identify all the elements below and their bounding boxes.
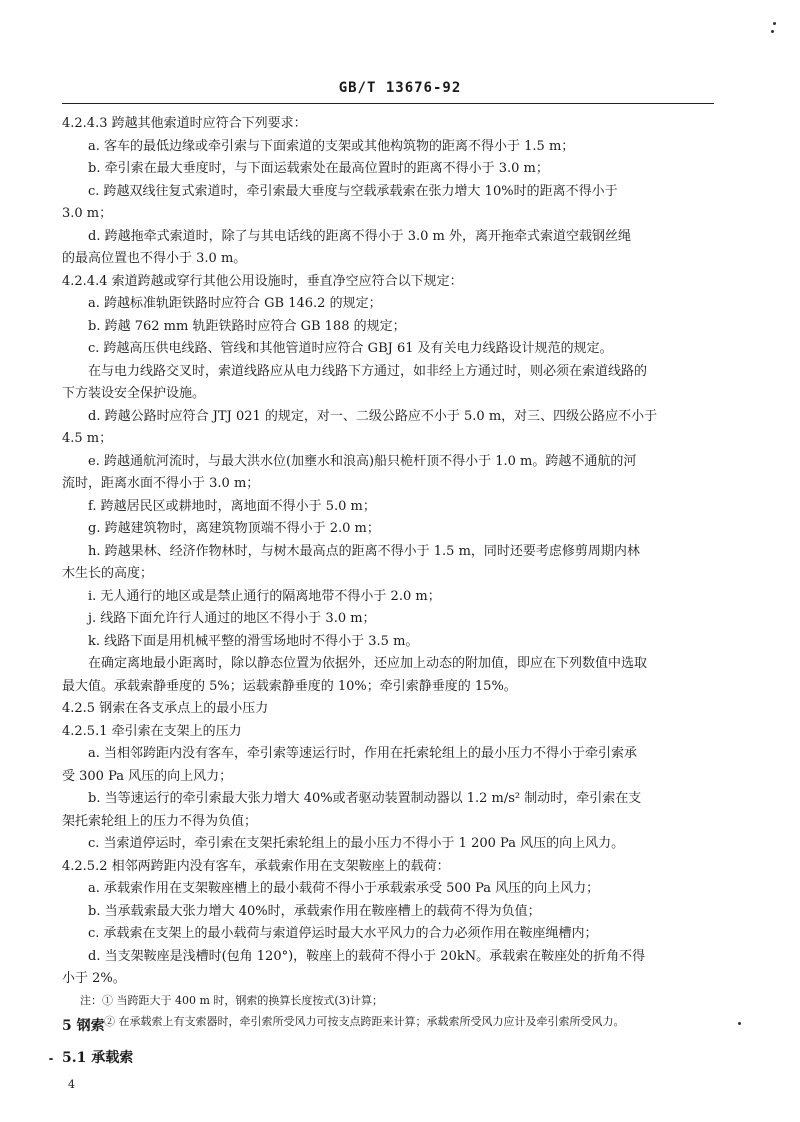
text-line: 受 300 Pa 风压的向上风力； bbox=[62, 768, 233, 784]
text-line: e. 跨越通航河流时，与最大洪水位(加壅水和浪高)船只桅杆顶不得小于 1.0 m。跨越不通航的河 bbox=[88, 453, 637, 469]
text-line: g. 跨越建筑物时，离建筑物顶端不得小于 2.0 m； bbox=[88, 521, 380, 536]
text-line: 4.2.4.4 索道跨越或穿行其他公用设施时，垂直净空应符合以下规定： bbox=[62, 273, 463, 289]
text-line: h. 跨越果林、经济作物林时，与树木最高点的距离不得小于 1.5 m，同时还要考虑修剪周期内林 bbox=[88, 543, 640, 559]
note-line: 注：① 当跨距大于 400 m 时，钢索的换算长度按式(3)计算； bbox=[80, 993, 383, 1007]
text-line: 4.2.5 钢索在各支承点上的最小压力 bbox=[62, 701, 269, 716]
text-line: 架托索轮组上的压力不得为负值； bbox=[62, 813, 258, 829]
section-heading: 5 钢索 bbox=[62, 1018, 105, 1034]
subsection-heading: 5.1 承载索 bbox=[62, 1050, 134, 1066]
note-line: ② 在承载索上有支索器时，牵引索所受风力可按支点跨距来计算；承载索所受风力应计及牵引索所受风力。 bbox=[104, 1014, 625, 1028]
text-line: b. 跨越 762 mm 轨距铁路时应符合 GB 188 的规定； bbox=[88, 318, 406, 334]
text-line: a. 承载索作用在支架鞍座槽上的最小载荷不得小于承载索承受 500 Pa 风压的向上风力； bbox=[88, 881, 600, 896]
text-line: c. 跨越双线往复式索道时，牵引索最大垂度与空载承载索在张力增大 10%时的距离不得小于 bbox=[88, 183, 618, 199]
standard-code-header: GB/T 13676-92 bbox=[338, 80, 462, 96]
scan-speck bbox=[738, 1022, 741, 1025]
text-line: k. 线路下面是用机械平整的滑雪场地时不得小于 3.5 m。 bbox=[88, 633, 419, 649]
text-line: b. 当等速运行的牵引索最大张力增大 40%或者驱动装置制动器以 1.2 m/s² 制动时，牵引索在支 bbox=[88, 791, 642, 806]
text-line: b. 当承载索最大张力增大 40%时，承载索作用在鞍座槽上的载荷不得为负值； bbox=[88, 903, 541, 919]
text-line: d. 跨越拖牵式索道时，除了与其电话线的距离不得小于 3.0 m 外，离开拖牵式索道空载钢丝绳 bbox=[88, 228, 631, 244]
scan-speck bbox=[771, 30, 774, 33]
text-line: 在确定离地最小距离时，除以静态位置为依据外，还应加上动态的附加值，即应在下列数值中选取 bbox=[88, 656, 648, 671]
text-line: a. 当相邻跨距内没有客车，牵引索等速运行时，作用在托索轮组上的最小压力不得小于牵引索承 bbox=[88, 746, 638, 761]
text-line: 4.5 m； bbox=[62, 431, 113, 446]
text-line: 木生长的高度； bbox=[62, 566, 154, 581]
text-line: 3.0 m； bbox=[62, 206, 113, 221]
text-line: a. 客车的最低边缘或牵引索与下面索道的支架或其他构筑物的距离不得小于 1.5 m； bbox=[88, 138, 575, 154]
scan-speck bbox=[773, 22, 776, 25]
text-line: b. 牵引索在最大垂度时，与下面运载索处在最高位置时的距离不得小于 3.0 m； bbox=[88, 161, 549, 176]
text-line: c. 承载索在支架上的最小载荷与索道停运时最大水平风力的合力必须作用在鞍座绳槽内； bbox=[88, 926, 598, 941]
body-text bbox=[62, 113, 714, 1033]
text-line: 4.2.5.1 牵引索在支架上的压力 bbox=[62, 723, 242, 739]
text-line: f. 跨越居民区或耕地时，离地面不得小于 5.0 m； bbox=[88, 498, 376, 514]
text-line: 最大值。承载索静垂度的 5%；运载索静垂度的 10%；牵引索静垂度的 15%。 bbox=[62, 678, 517, 694]
text-line: c. 跨越高压供电线路、管线和其他管道时应符合 GBJ 61 及有关电力线路设计规范的规定。 bbox=[88, 341, 613, 356]
text-line: a. 跨越标准轨距铁路时应符合 GB 146.2 的规定； bbox=[88, 296, 382, 311]
scan-speck bbox=[49, 1058, 53, 1060]
text-line: 4.2.5.2 相邻两跨距内没有客车，承载索作用在支架鞍座上的载荷： bbox=[62, 858, 450, 874]
header-rule bbox=[62, 103, 714, 104]
text-line: i. 无人通行的地区或是禁止通行的隔离地带不得小于 2.0 m； bbox=[88, 588, 441, 604]
page-number: 4 bbox=[68, 1078, 75, 1091]
text-line: d. 跨越公路时应符合 JTJ 021 的规定，对一、二级公路应不小于 5.0 m，对三、四级公路应不小于 bbox=[88, 408, 658, 424]
text-line: 流时，距离水面不得小于 3.0 m； bbox=[62, 476, 260, 491]
text-line: 下方装设安全保护设施。 bbox=[62, 386, 206, 401]
text-line: j. 线路下面允许行人通过的地区不得小于 3.0 m； bbox=[88, 611, 376, 626]
text-line: 在与电力线路交叉时，索道线路应从电力线路下方通过，如非经上方通过时，则必须在索道线路的 bbox=[88, 363, 648, 379]
text-line: 4.2.4.3 跨越其他索道时应符合下列要求： bbox=[62, 116, 307, 131]
text-line: c. 当索道停运时，牵引索在支架托索轮组上的最小压力不得小于 1 200 Pa 风压的向上风力。 bbox=[88, 836, 625, 851]
text-line: d. 当支架鞍座是浅槽时(包角 120°)，鞍座上的载荷不得小于 20kN。承载索在鞍座处的折角不得 bbox=[88, 948, 646, 964]
text-line: 的最高位置也不得小于 3.0 m。 bbox=[62, 251, 247, 266]
text-line: 小于 2%。 bbox=[62, 971, 126, 986]
